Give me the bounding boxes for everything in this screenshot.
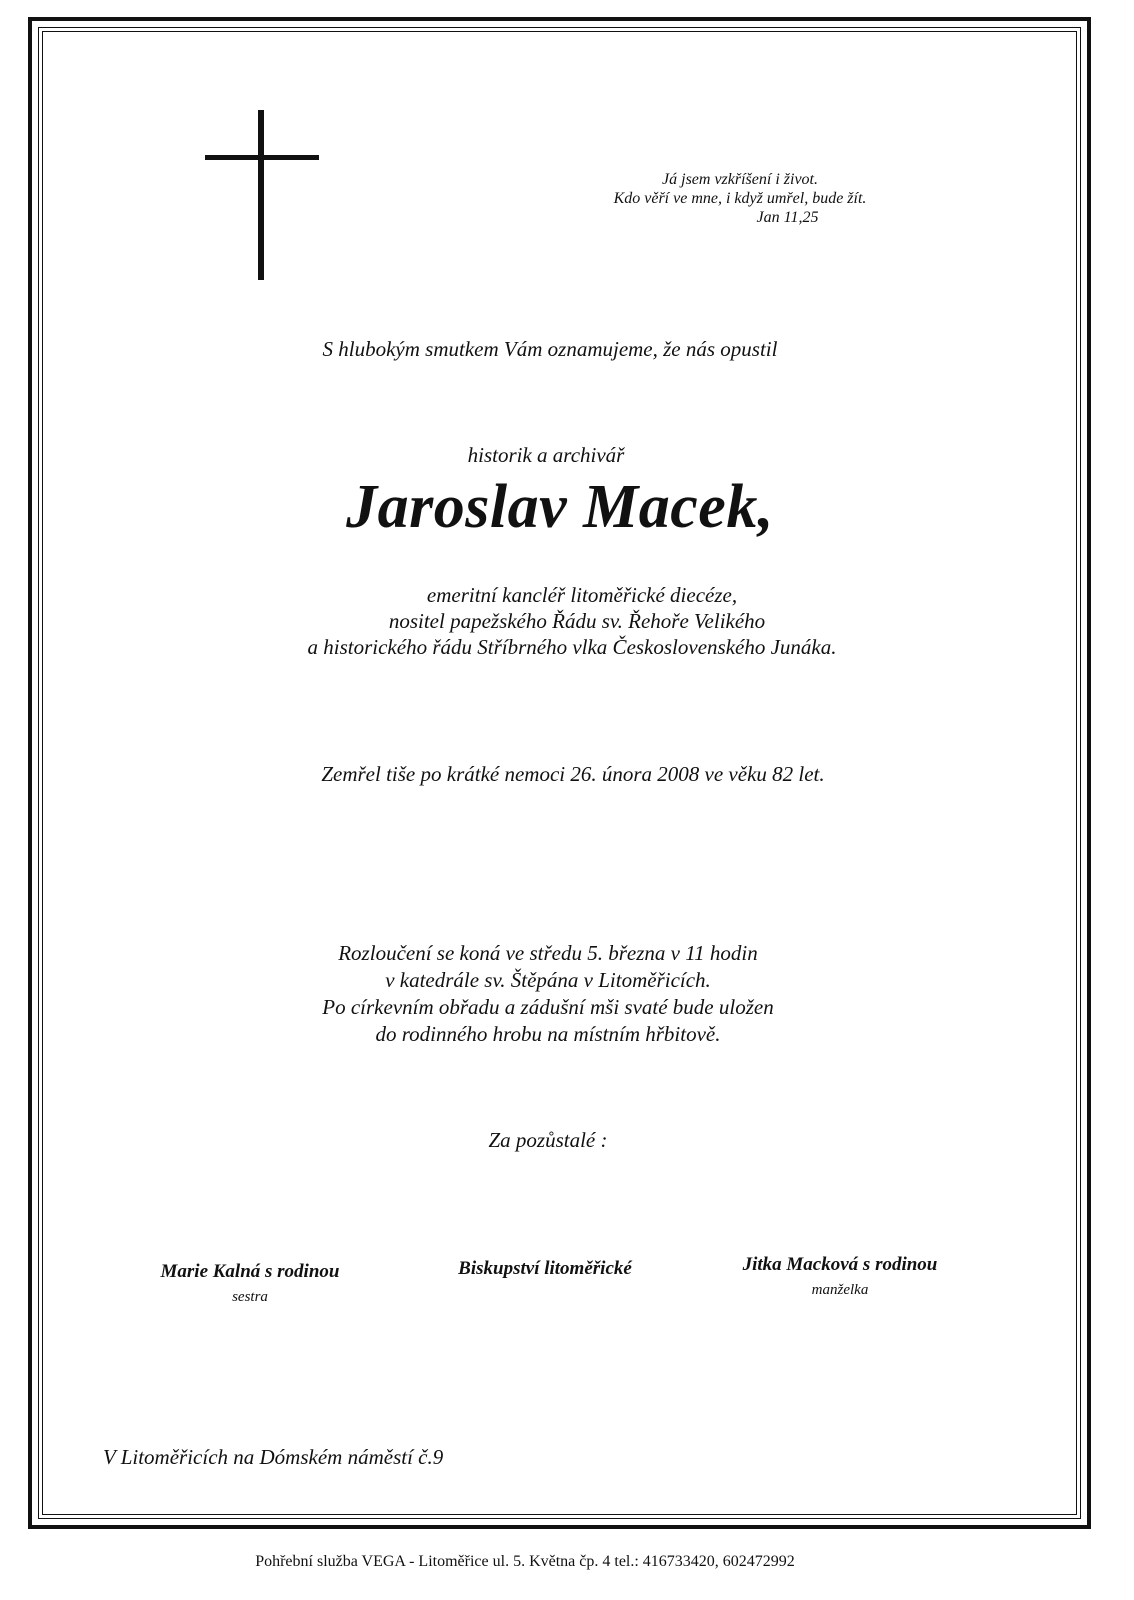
title-line-2: nositel papežského Řádu sv. Řehoře Velikého bbox=[388, 609, 766, 633]
deceased-name: Jaroslav Macek, bbox=[346, 473, 774, 541]
farewell-text bbox=[0, 940, 1096, 1048]
mourner-1-name: Marie Kalná s rodinou bbox=[160, 1261, 340, 1282]
quote-line-2: Kdo věří ve mne, i když umřel, bude žít. bbox=[613, 190, 867, 207]
title-line-1: emeritní kancléř litoměřické diecéze, bbox=[426, 583, 738, 607]
farewell-line-1: Rozloučení se koná ve středu 5. března v 11 hodin bbox=[338, 941, 758, 965]
mourner-3-name: Jitka Macková s rodinou bbox=[742, 1254, 938, 1275]
title-line-3: a historického řádu Stříbrného vlka Československého Junáka. bbox=[307, 635, 837, 659]
farewell-line-3: Po církevním obřadu a zádušní mši svaté bude uložen bbox=[322, 995, 774, 1019]
mourner-1-relation: sestra bbox=[232, 1289, 268, 1305]
mourners-heading: Za pozůstalé : bbox=[488, 1128, 608, 1152]
announcement-text: S hlubokým smutkem Vám oznamujeme, že nás opustil bbox=[322, 337, 778, 361]
quote-reference: Jan 11,25 bbox=[756, 209, 819, 226]
mourner-2-name: Biskupství litoměřické bbox=[458, 1258, 632, 1279]
death-notice: Zemřel tiše po krátké nemoci 26. února 2008 ve věku 82 let. bbox=[321, 762, 825, 786]
mourner-3 bbox=[710, 1254, 970, 1299]
funeral-service-footer: Pohřební služba VEGA - Litoměřice ul. 5. Května čp. 4 tel.: 416733420, 602472992 bbox=[255, 1553, 795, 1570]
bible-quote bbox=[560, 170, 920, 227]
cross-icon bbox=[205, 110, 319, 280]
deceased-profession: historik a archivář bbox=[467, 443, 625, 467]
mourner-2 bbox=[410, 1258, 680, 1280]
address-text: V Litoměřicích na Dómském náměstí č.9 bbox=[103, 1445, 444, 1469]
farewell-line-2: v katedrále sv. Štěpána v Litoměřicích. bbox=[385, 968, 711, 992]
deceased-titles bbox=[0, 582, 1134, 660]
mourner-1 bbox=[120, 1261, 380, 1306]
mourner-3-relation: manželka bbox=[811, 1282, 869, 1298]
quote-line-1: Já jsem vzkříšení i život. bbox=[662, 171, 818, 188]
farewell-line-4: do rodinného hrobu na místním hřbitově. bbox=[375, 1022, 721, 1046]
